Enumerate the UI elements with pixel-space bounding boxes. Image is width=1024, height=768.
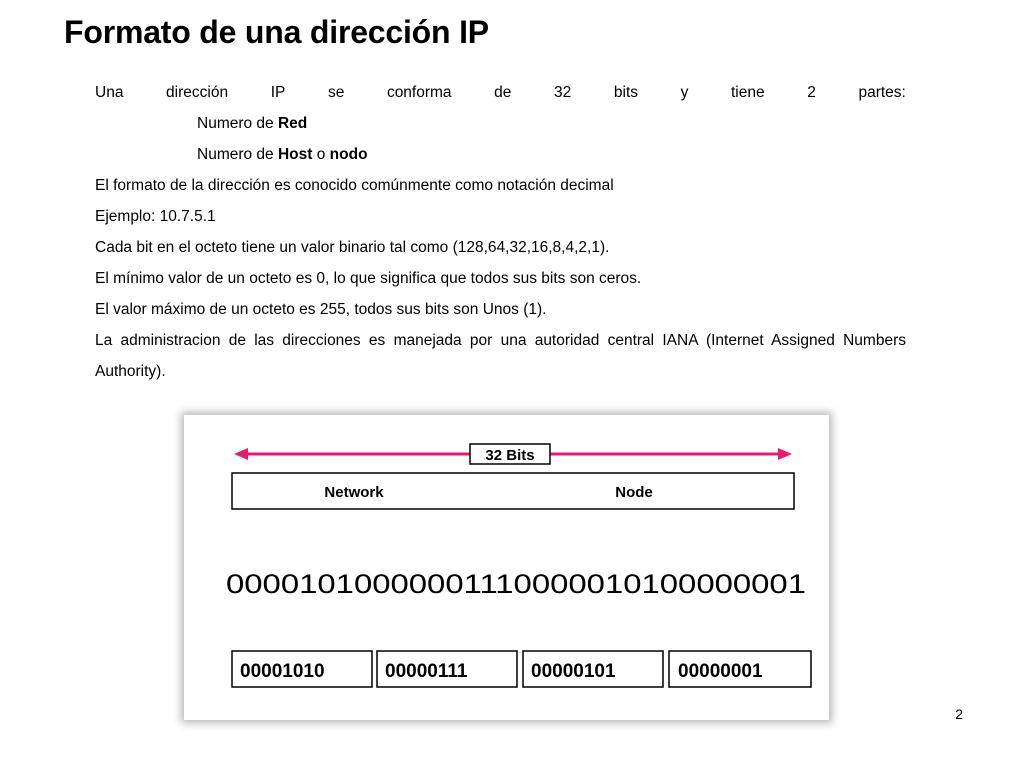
octet-value: 00000111 bbox=[385, 661, 468, 682]
paragraph-max-value: El valor máximo de un octeto es 255, todos sus bits son Unos (1). bbox=[95, 301, 547, 318]
octet-value: 00000101 bbox=[531, 661, 616, 682]
slide-title: Formato de una dirección IP bbox=[64, 14, 489, 50]
intro-word: Una bbox=[95, 84, 124, 101]
intro-word: 32 bbox=[554, 84, 572, 101]
part-prefix: Numero de bbox=[197, 115, 278, 132]
paragraph-bit-values: Cada bit en el octeto tiene un valor binario tal como (128,64,32,16,8,4,2,1). bbox=[95, 239, 610, 256]
octet-value: 00000001 bbox=[678, 661, 763, 682]
intro-word: se bbox=[327, 84, 345, 101]
intro-word: bits bbox=[613, 84, 639, 101]
arrow-left-head bbox=[234, 448, 248, 460]
part-bold-red: Red bbox=[277, 115, 308, 132]
paragraph-min-value: El mínimo valor de un octeto es 0, lo que significa que todos sus bits son ceros. bbox=[95, 270, 642, 287]
node-label: Node bbox=[615, 484, 653, 501]
part-bold-nodo: nodo bbox=[329, 146, 368, 163]
part-prefix: Numero de bbox=[197, 146, 278, 163]
intro-word: partes: bbox=[858, 84, 906, 101]
part-host bbox=[95, 139, 906, 170]
intro-word: y bbox=[680, 84, 689, 101]
arrow-right-head bbox=[778, 448, 792, 460]
part-network bbox=[95, 108, 906, 139]
network-label: Network bbox=[324, 484, 384, 501]
ip-format-diagram bbox=[184, 415, 829, 720]
paragraph-example: Ejemplo: 10.7.5.1 bbox=[95, 208, 216, 225]
intro-word: de bbox=[494, 84, 512, 101]
intro-word: IP bbox=[270, 84, 286, 101]
network-node-box bbox=[232, 473, 794, 509]
intro-word: 2 bbox=[807, 84, 816, 101]
paragraph-iana: La administracion de las direcciones es manejada por una autoridad central IANA (Internet Assigned Numbers Authority). bbox=[95, 332, 906, 380]
octet-boxes bbox=[232, 651, 811, 687]
page-number: 2 bbox=[955, 706, 963, 722]
binary-address: 00001010000001110000010100000001 bbox=[226, 569, 806, 599]
slide-body bbox=[95, 77, 906, 387]
intro-word: conforma bbox=[386, 84, 452, 101]
octet-value: 00001010 bbox=[240, 661, 325, 682]
bits-label: 32 Bits bbox=[485, 447, 535, 464]
part-middle: o bbox=[312, 146, 330, 163]
part-bold-host: Host bbox=[277, 146, 313, 163]
ip-format-figure bbox=[184, 415, 829, 720]
intro-line bbox=[95, 77, 906, 108]
intro-word: tiene bbox=[730, 84, 765, 101]
paragraph-format: El formato de la dirección es conocido comúnmente como notación decimal bbox=[95, 177, 614, 194]
intro-word: dirección bbox=[166, 84, 229, 101]
